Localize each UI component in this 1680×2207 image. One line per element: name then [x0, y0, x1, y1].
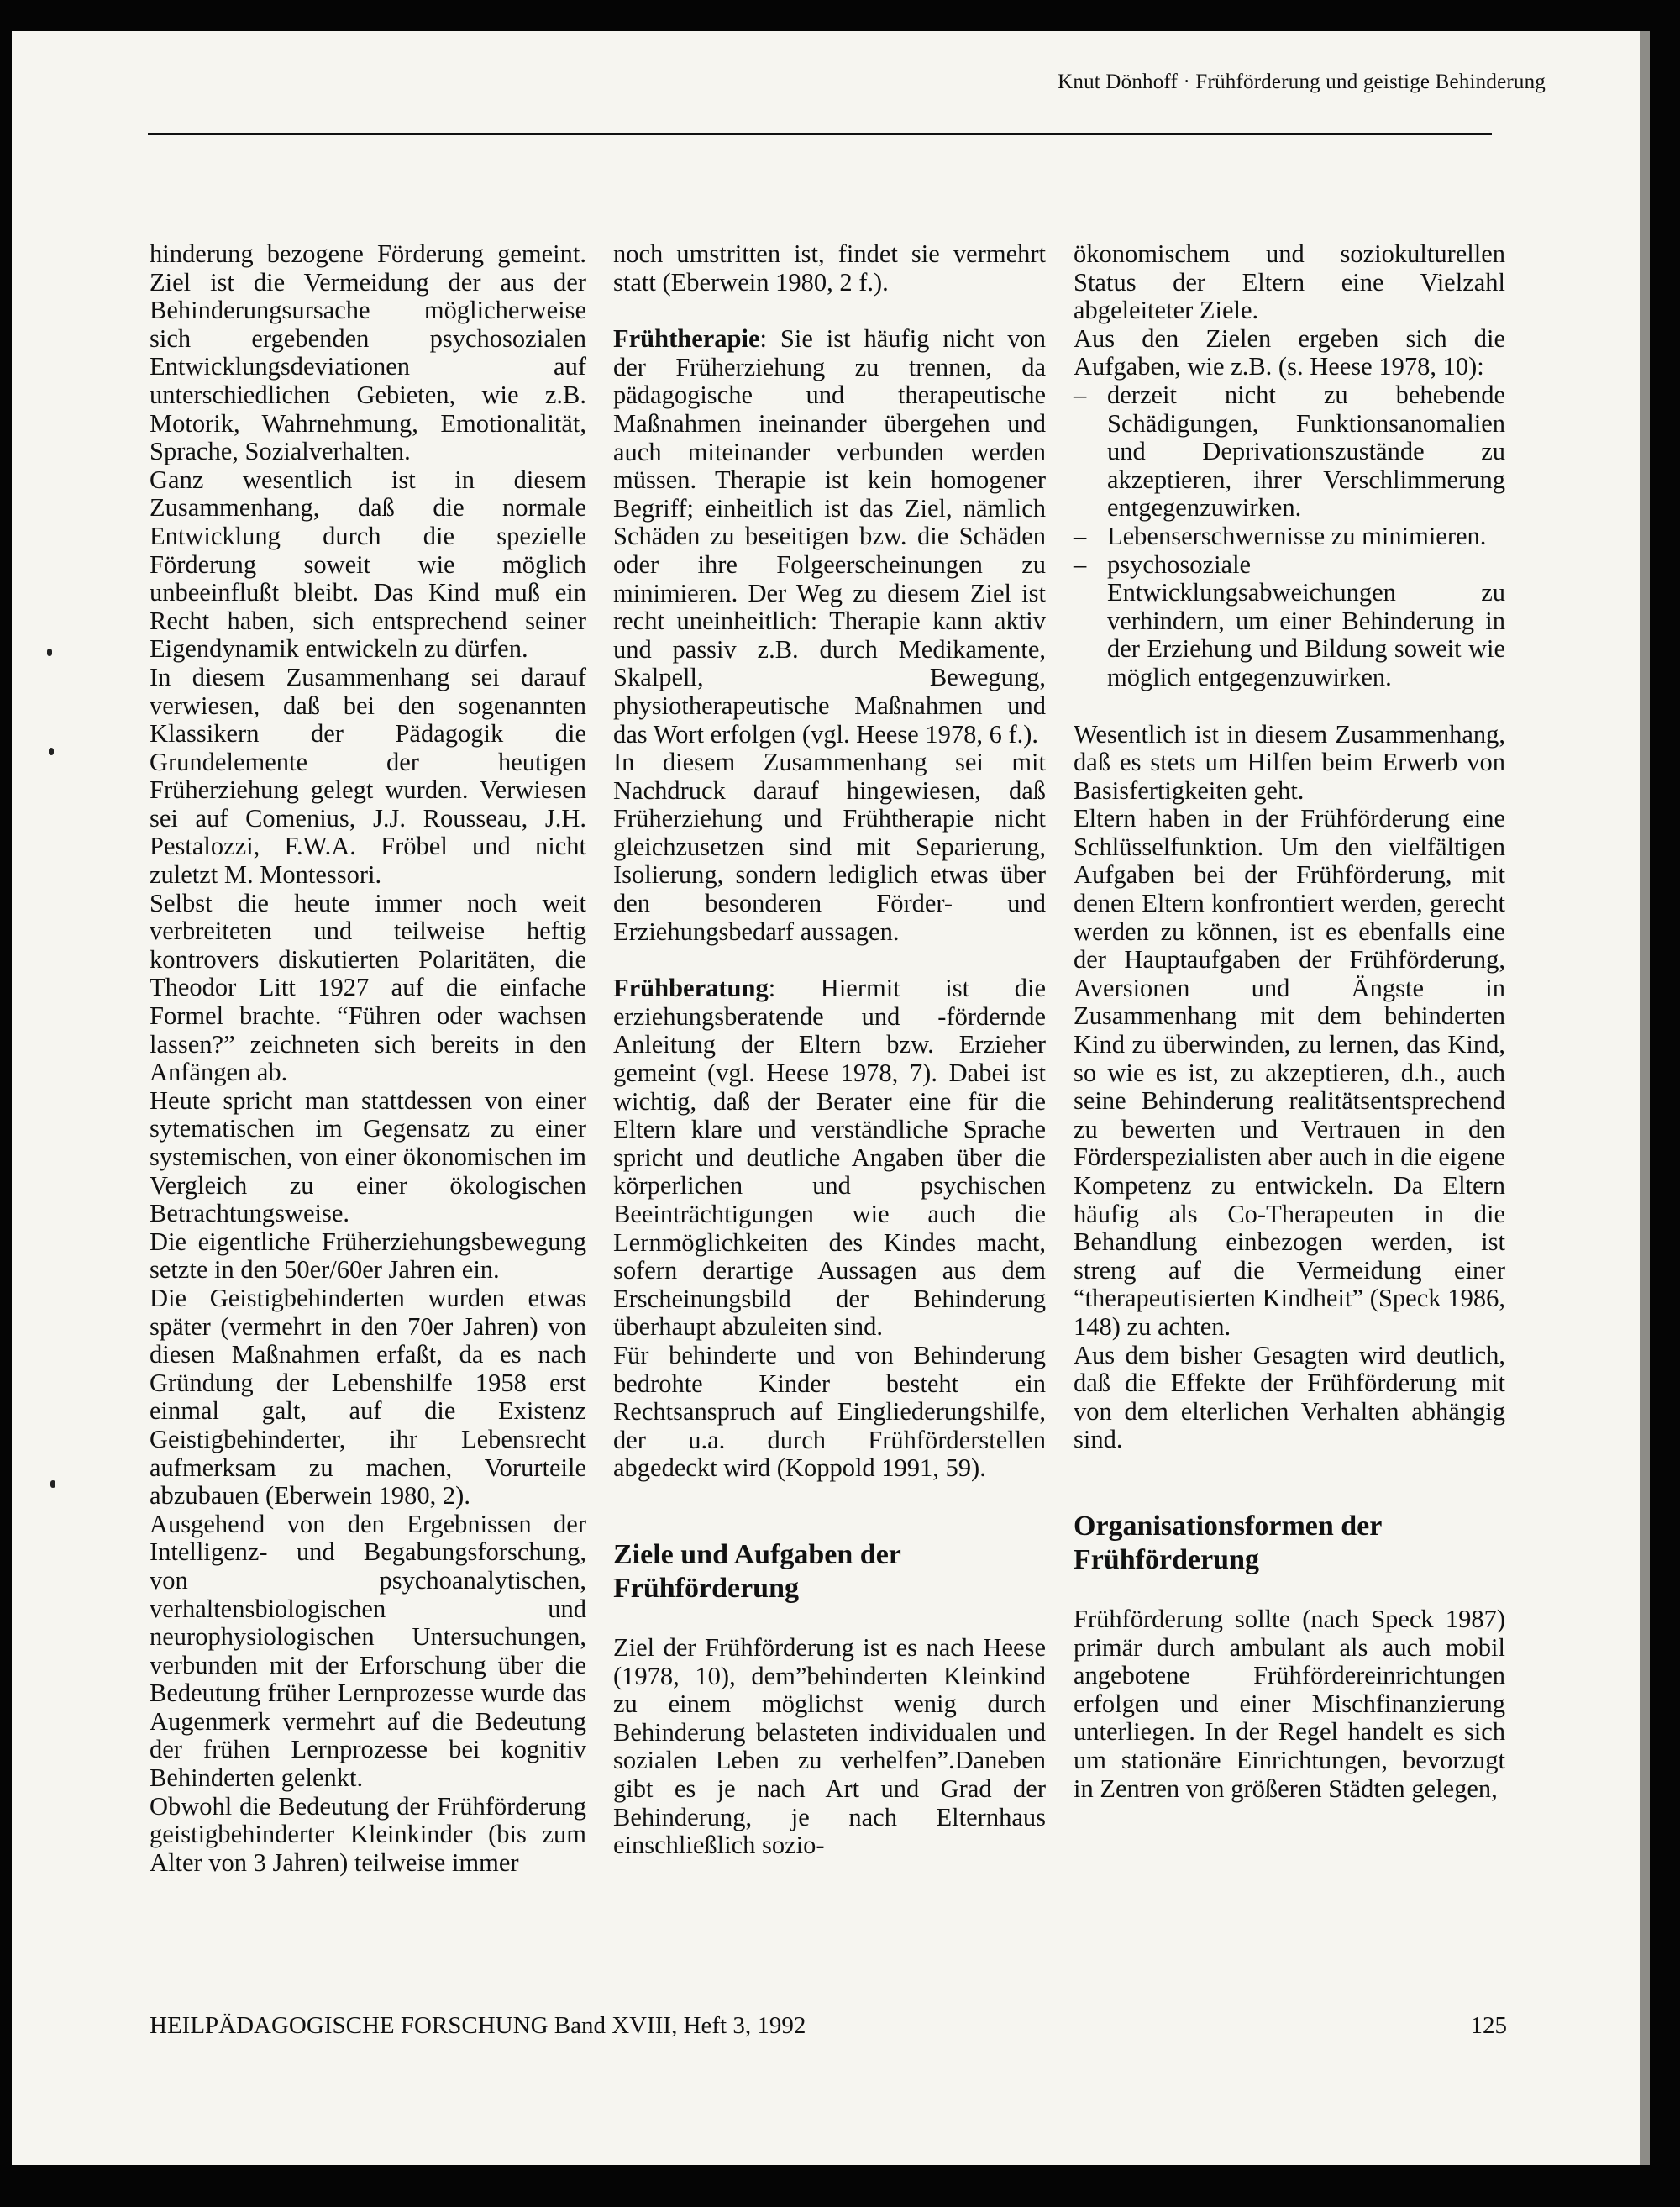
running-head: Knut Dönhoff · Frühförderung und geistige Behinderung [1058, 71, 1546, 93]
task-list [1074, 381, 1505, 692]
paragraph-text: Die eigentliche Früherziehungsbewegung setzte in den 50er/60er Jahren ein. [150, 1227, 586, 1285]
paragraph-text: hinderung bezogene Förderung gemeint. Ziel ist die Vermeidung der aus der Behinderungsursache möglicherweise sich ergebenden psychosozialen Entwicklungsdeviationen auf unterschiedlichen Gebieten, wie z.B. Motorik, Wahrnehmung, Emotionalität, Sprache, Sozialverhalten. [150, 239, 586, 466]
paragraph-text: Eltern haben in der Frühförderung eine Schlüsselfunktion. Um den vielfältigen Aufgaben bei der Frühförderung, mit denen Eltern konfrontiert werden, gerecht werden zu können, ist es ebenfalls eine der Hauptaufgaben der Frühförderung, Aversionen und Ängste in Zusammenhang mit dem behinderten Kind zu überwinden, zu lernen, das Kind, so wie es ist, zu akzeptieren, d.h., auch seine Behinderung realitätsentsprechend zu bewerten und Vertrauen in den Förderspezialisten aber auch in die eigene Kompetenz zu entwickeln. Da Eltern häufig als Co-Therapeuten in die Behandlung einbezogen werden, ist streng auf die Vermeidung einer “therapeutisierten Kindheit” (Speck 1986, 148) zu achten. [1074, 804, 1505, 1341]
paragraph-text: Ausgehend von den Ergebnissen der Intelligenz- und Begabungsforschung, von psychoanalytischen, verhaltensbiologischen und neurophysiologischen Untersuchungen, verbunden mit der Erforschung über die Bedeutung früher Lernprozesse wurde das Augenmerk vermehrt auf die Bedeutung der frühen Lernprozesse bei kognitiv Behinderten gelenkt. [150, 1509, 586, 1793]
list-dash: – [1074, 521, 1087, 550]
body-paragraph [613, 975, 1046, 1342]
body-paragraph [613, 1342, 1046, 1483]
list-item-text: derzeit nicht zu behebende Schädigungen, Funktionsanomalien und Deprivationszustände zu akzeptieren, ihrer Verschlimmerung entgegenzuwirken. [1107, 380, 1505, 523]
page-edge-shadow [1640, 31, 1650, 2165]
paragraph-text: Für behinderte und von Behinderung bedrohte Kinder besteht ein Rechtsanspruch auf Eingliederungshilfe, der u.a. durch Frühförderstellen abgedeckt wird (Koppold 1991, 59). [613, 1340, 1046, 1483]
list-item [1074, 523, 1505, 551]
paragraph-text: Aus dem bisher Gesagten wird deutlich, daß die Effekte der Frühförderung mit von dem elterlichen Verhalten abhängig sind. [1074, 1340, 1505, 1454]
body-paragraph [150, 1511, 586, 1793]
paragraph-text: noch umstritten ist, findet sie vermehrt statt (Eberwein 1980, 2 f.). [613, 239, 1046, 297]
text-column-middle [613, 240, 1046, 1860]
paragraph-text: In diesem Zusammenhang sei mit Nachdruck darauf hingewiesen, daß Früherziehung und Frühtherapie nicht gleichzusetzen sind mit Separierung, Isolierung, sondern lediglich etwas über den besonderen Förder- und Erziehungsbedarf aussagen. [613, 748, 1046, 946]
list-item-text: Lebenserschwernisse zu minimieren. [1107, 521, 1487, 550]
header-rule [148, 133, 1492, 135]
paragraph-spacer [1074, 1577, 1505, 1605]
paragraph-spacer [613, 1483, 1046, 1538]
paragraph-text: Heute spricht man stattdessen von einer sytematischen im Gegensatz zu einer systemischen, von einer ökonomischen im Vergleich zu einer ökologischen Betrachtungsweise. [150, 1085, 586, 1228]
paragraph-text: ökonomischem und soziokulturellen Status der Eltern eine Vielzahl abgeleiteter Ziele. [1074, 239, 1505, 325]
body-paragraph [1074, 240, 1505, 325]
list-dash: – [1074, 549, 1087, 579]
text-column-left [150, 240, 586, 1877]
section-heading: Organisationsformen der Frühförderung [1074, 1510, 1382, 1575]
paragraph-text: Aus den Zielen ergeben sich die Aufgaben, wie z.B. (s. Heese 1978, 10): [1074, 323, 1505, 381]
list-item [1074, 551, 1505, 692]
defined-term: Frühberatung [613, 974, 769, 1003]
journal-citation: HEILPÄDAGOGISCHE FORSCHUNG Band XVIII, Heft 3, 1992 [150, 2012, 806, 2039]
paragraph-text: Ziel der Frühförderung ist es nach Heese (1978, 10), dem”behinderten Kleinkind zu einem möglichst wenig durch Behinderung belasteten individualen und sozialen Leben zu verhelfen”.Daneben gibt es je nach Art und Grad der Behinderung, je nach Elternhaus einschließlich sozio- [613, 1632, 1046, 1860]
list-item-text: psychosoziale Entwicklungsabweichungen zu verhindern, um einer Behinderung in der Erziehung und Bildung soweit wie möglich entgegenzuwirken. [1107, 549, 1505, 691]
page-number: 125 [1470, 2012, 1507, 2039]
text-column-right [1074, 240, 1505, 1803]
body-paragraph [1074, 805, 1505, 1341]
body-paragraph [150, 1087, 586, 1228]
defined-term: Frühtherapie [613, 324, 760, 354]
margin-speck [47, 649, 52, 656]
body-paragraph [150, 466, 586, 664]
paragraph-text: Wesentlich ist in diesem Zusammenhang, daß es stets um Hilfen beim Erwerb von Basisfertigkeiten geht. [1074, 719, 1505, 805]
margin-speck [50, 1480, 55, 1488]
body-paragraph [150, 1793, 586, 1878]
body-paragraph [613, 325, 1046, 749]
body-paragraph [613, 749, 1046, 946]
body-paragraph [150, 1228, 586, 1285]
body-paragraph [1074, 1342, 1505, 1454]
body-paragraph [1074, 325, 1505, 381]
paragraph-text: Obwohl die Bedeutung der Frühförderung geistigbehinderter Kleinkinder (bis zum Alter von 3 Jahren) teilweise immer [150, 1791, 586, 1877]
paragraph-spacer [613, 946, 1046, 975]
body-paragraph [613, 1634, 1046, 1860]
paragraph-spacer [1074, 692, 1505, 721]
paragraph-text: Ganz wesentlich ist in diesem Zusammenhang, daß die normale Entwicklung durch die spezielle Förderung soweit wie möglich unbeeinflußt bleibt. Das Kind muß ein Recht haben, sich entsprechend seiner Eigendynamik entwickeln zu dürfen. [150, 465, 586, 664]
list-dash: – [1074, 380, 1087, 409]
paragraph-text: : Sie ist häufig nicht von der Früherziehung zu trennen, da pädagogische und therapeutische Maßnahmen ineinander übergehen und auch miteinander verbunden werden müssen. Therapie ist kein homogener Begriff; einheitlich ist das Ziel, nämlich Schäden zu beseitigen bzw. die Schäden oder ihre Folgeerscheinungen zu minimieren. Der Weg zu diesem Ziel ist recht uneinheitlich: Therapie kann aktiv und passiv z.B. durch Medikamente, Skalpell, Bewegung, physiotherapeutische Maßnahmen und das Wort erfolgen (vgl. Heese 1978, 6 f.). [613, 324, 1046, 749]
body-paragraph [150, 664, 586, 890]
body-paragraph [1074, 1605, 1505, 1803]
paragraph-spacer [1074, 1454, 1505, 1510]
paragraph-text: Frühförderung sollte (nach Speck 1987) primär durch ambulant als auch mobil angebotene Frühfördereinrichtungen erfolgen und einer Mischfinanzierung unterliegen. In der Regel handelt es sich um stationäre Einrichtungen, bevorzugt in Zentren von größeren Städten gelegen, [1074, 1604, 1505, 1803]
margin-speck [49, 748, 54, 755]
body-paragraph [613, 240, 1046, 297]
paragraph-text: In diesem Zusammenhang sei darauf verwiesen, daß bei den sogenannten Klassikern der Pädagogik die Grundelemente der heutigen Früherziehung gelegt wurden. Verwiesen sei auf Comenius, J.J. Rousseau, J.H. Pestalozzi, F.W.A. Fröbel und nicht zuletzt M. Montessori. [150, 662, 586, 890]
body-paragraph [150, 1285, 586, 1511]
section-heading: Ziele und Aufgaben der Frühförderung [613, 1538, 901, 1604]
body-paragraph [1074, 721, 1505, 806]
paragraph-spacer [613, 297, 1046, 325]
paragraph-text: : Hiermit ist die erziehungsberatende und -fördernde Anleitung der Eltern bzw. Erzieher gemeint (vgl. Heese 1978, 7). Dabei ist wichtig, daß der Berater eine für die Eltern klare und verständliche Sprache spricht und deutliche Angaben über die körperlichen und psychischen Beeinträchtigungen wie auch die Lernmöglichkeiten des Kindes macht, sofern derartige Aussagen aus dem Erscheinungsbild der Behinderung überhaupt abzuleiten sind. [613, 974, 1046, 1342]
paragraph-text: Selbst die heute immer noch weit verbreiteten und teilweise heftig kontrovers diskutierten Polaritäten, die Theodor Litt 1927 auf die einfache Formel brachte. “Führen oder wachsen lassen?” zeichneten sich bereits in den Anfängen ab. [150, 888, 586, 1087]
paragraph-spacer [613, 1605, 1046, 1634]
list-item [1074, 381, 1505, 523]
paragraph-text: Die Geistigbehinderten wurden etwas später (vermehrt in den 70er Jahren) von diesen Maßnahmen erfaßt, da es nach Gründung der Lebenshilfe 1958 erst einmal galt, auf die Existenz Geistigbehinderter, ihr Lebensrecht aufmerksam zu machen, Vorurteile abzubauen (Eberwein 1980, 2). [150, 1283, 586, 1511]
body-paragraph [150, 890, 586, 1087]
body-paragraph [150, 240, 586, 466]
